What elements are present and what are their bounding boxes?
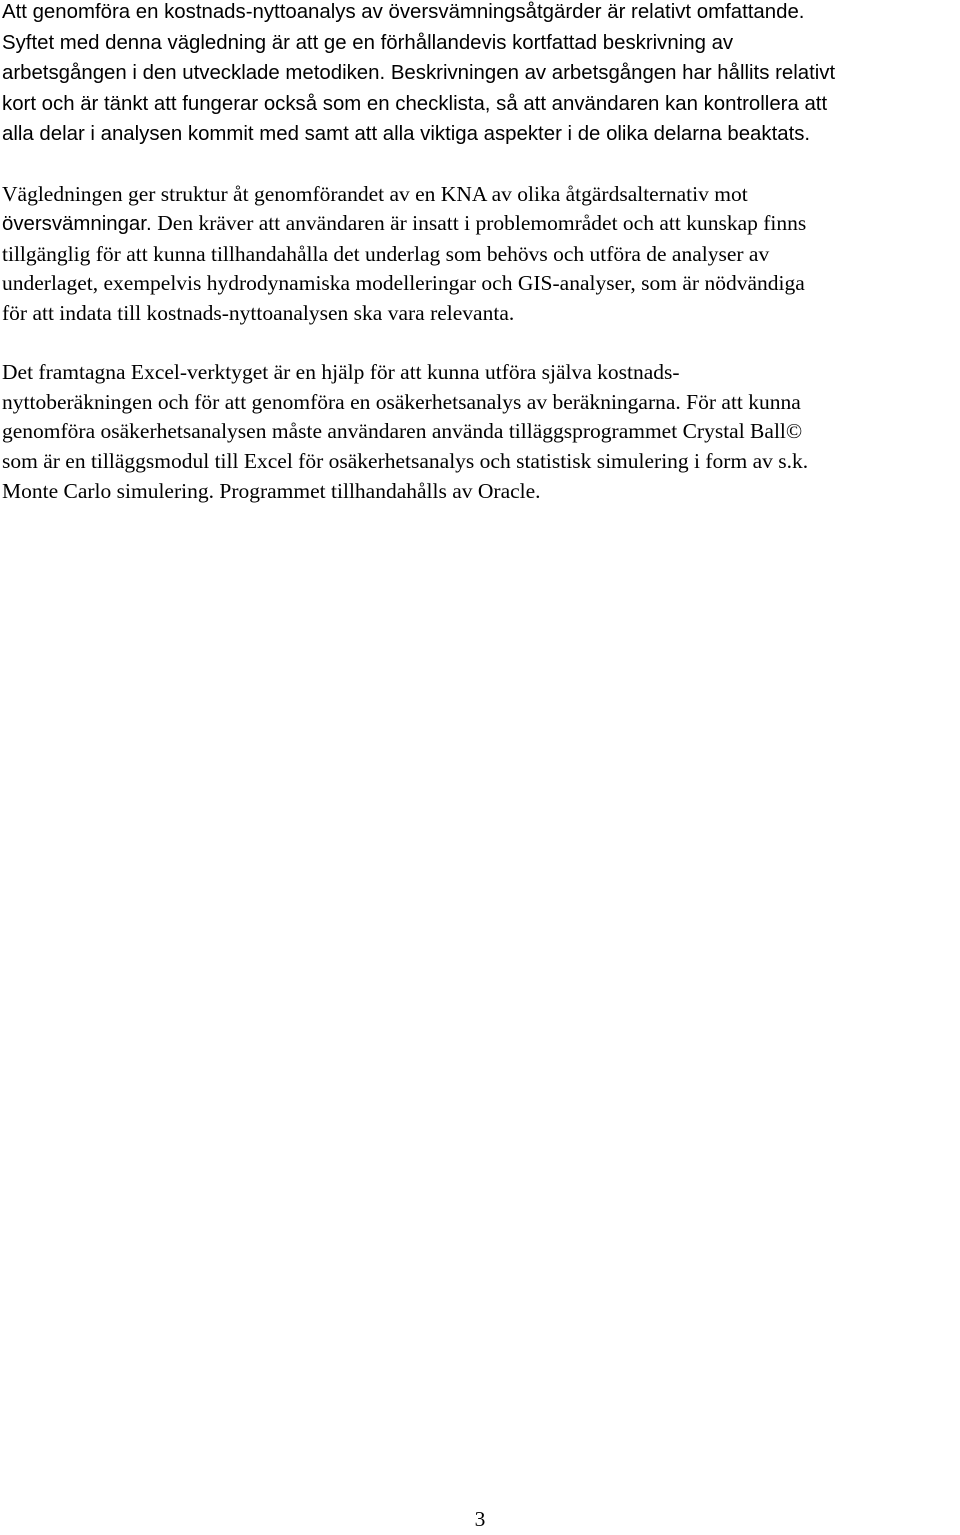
text-segment: kort och är tänkt att fungerar också som en checklista, så att användaren kan kontrollera att (2, 92, 828, 115)
text-line (2, 209, 960, 240)
text-segment: översvämningar. (2, 213, 158, 236)
text-segment: Vägledningen ger struktur åt genomförandet av en KNA av olika åtgärdsalternativ mot (2, 181, 748, 206)
text-line (2, 447, 960, 477)
text-segment: underlaget, exempelvis hydrodynamiska modelleringar och GIS-analyser, som är nödvändiga (2, 271, 805, 296)
text-line (2, 119, 960, 150)
paragraph-p3 (2, 358, 960, 506)
text-segment: för att indata till kostnads-nyttoanalysen ska vara relevanta. (2, 300, 515, 325)
text-segment: Syftet med denna vägledning är att ge en förhållandevis kortfattad beskrivning av (2, 31, 734, 54)
paragraph-p1 (2, 0, 960, 150)
text-segment: Beskrivningen av arbetsgången har hållits relativt (390, 62, 836, 85)
text-line (2, 477, 960, 507)
page-number: 3 (474, 1507, 486, 1531)
text-line (2, 269, 960, 299)
text-segment: tillgänglig för att kunna tillhandahålla det underlag som behövs och utföra de analyser av (2, 241, 770, 266)
document-body (2, 0, 960, 536)
text-segment: alla delar i analysen kommit med samt att alla viktiga aspekter i de olika delarna beaktats. (2, 123, 811, 146)
text-segment: nyttoberäkningen och för att genomföra en osäkerhetsanalys av beräkningarna. För att kunna (2, 389, 801, 414)
text-line (2, 58, 960, 89)
text-line (2, 28, 960, 59)
text-segment: Den kräver att användaren är insatt i problemområdet och att kunskap finns (157, 211, 807, 236)
paragraph-p2 (2, 180, 960, 329)
text-segment: Monte Carlo simulering. Programmet tillhandahålls av Oracle. (2, 478, 541, 503)
text-segment: Att genomföra en kostnads-nyttoanalys av översvämningsåtgärder är relativt omfattande. (2, 1, 805, 23)
text-line (2, 89, 960, 120)
text-line (2, 388, 960, 418)
text-segment: Det framtagna Excel-verktyget är en hjälp för att kunna utföra själva kostnads- (2, 360, 680, 385)
text-segment: arbetsgången i den utvecklade metodiken. (2, 62, 391, 85)
text-line (2, 240, 960, 270)
text-line (2, 180, 960, 210)
text-segment: genomföra osäkerhetsanalysen måste användaren använda tilläggsprogrammet Crystal Ball© (2, 419, 803, 444)
text-segment: som är en tilläggsmodul till Excel för osäkerhetsanalys och statistisk simulering i form av s.k. (2, 448, 809, 473)
text-line (2, 417, 960, 447)
text-line (2, 299, 960, 329)
text-line (2, 0, 960, 28)
text-line (2, 358, 960, 388)
